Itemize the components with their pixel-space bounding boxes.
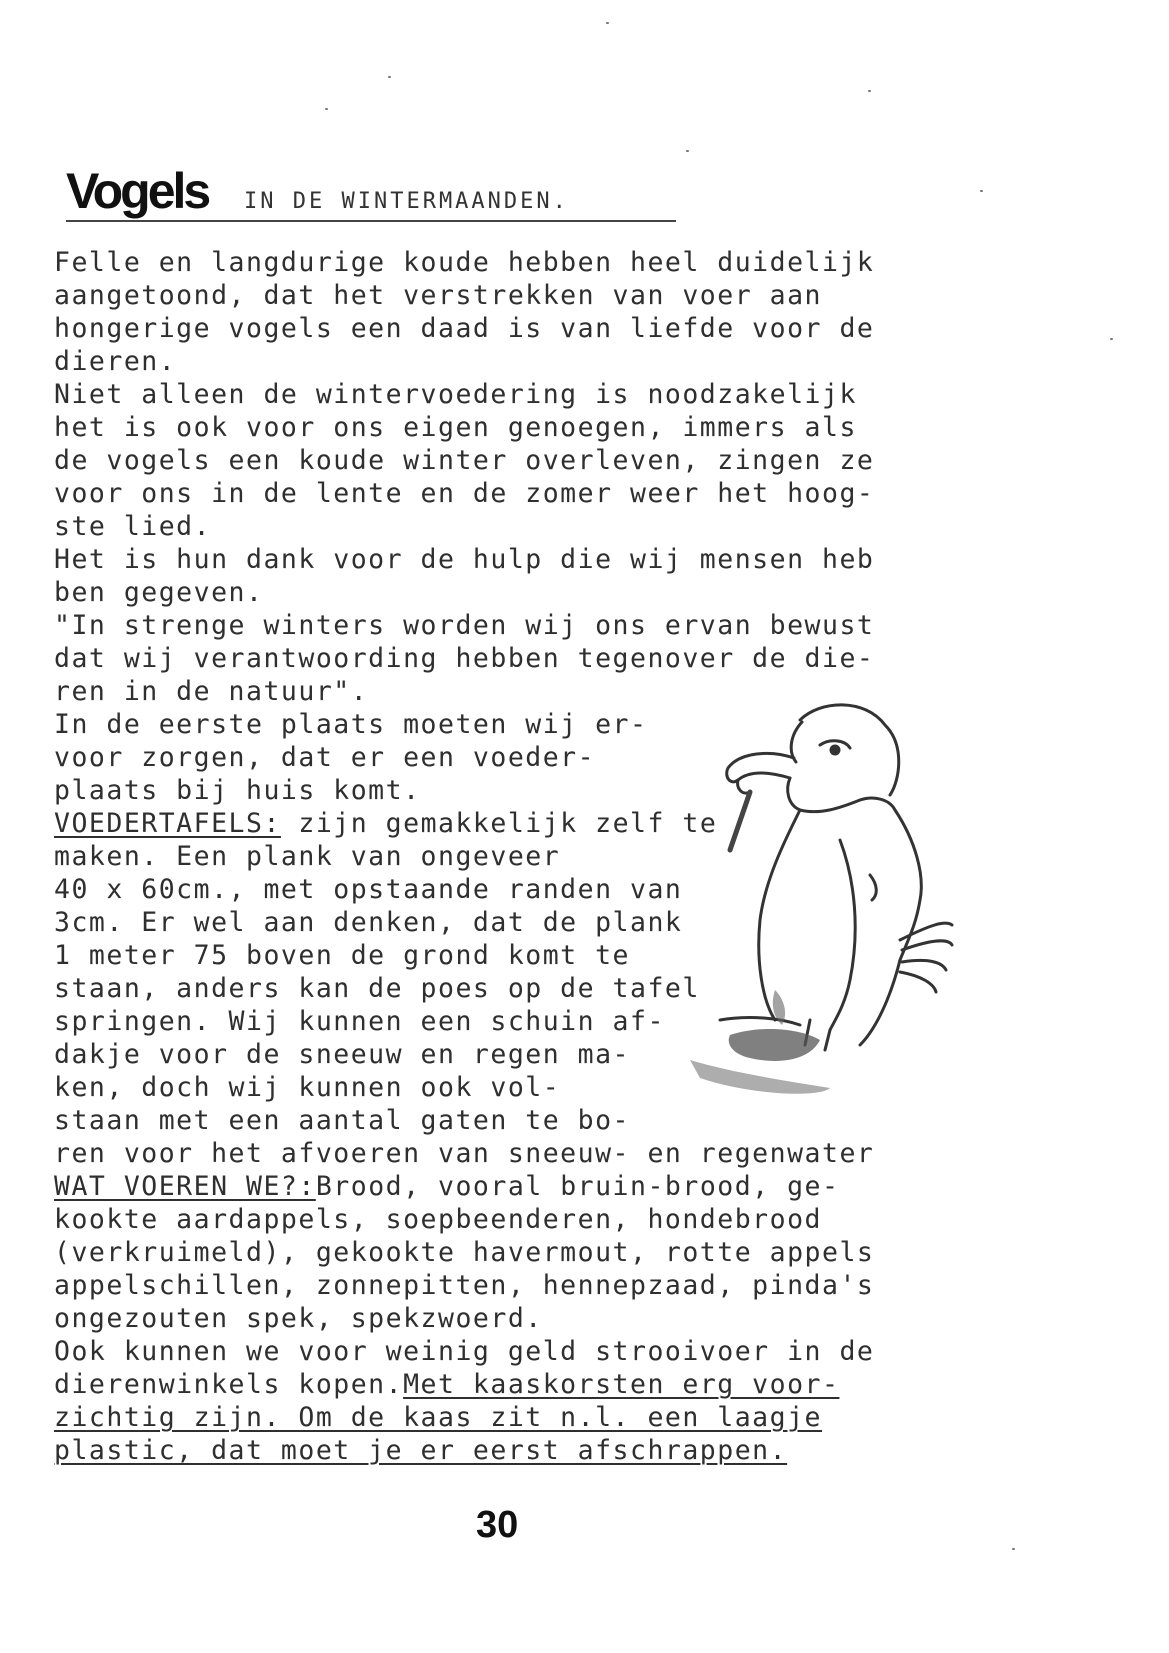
- text-line: [54, 1436, 787, 1466]
- text-line: "In strenge winters worden wij ons ervan bewust: [54, 610, 875, 641]
- text-line: ben gegeven.: [54, 577, 264, 608]
- vulture-cartoon-icon: [690, 700, 1010, 1140]
- text-line: ken, doch wij kunnen ook vol-: [54, 1072, 561, 1103]
- text-line: plaats bij huis komt.: [54, 775, 421, 806]
- title-underline: [66, 220, 676, 222]
- text-line: ste lied.: [54, 511, 212, 542]
- text-line: ren in de natuur".: [54, 676, 369, 707]
- text-line-kaaskorsten: [54, 1370, 839, 1400]
- text-line: maken. Een plank van ongeveer: [54, 841, 561, 872]
- article-title: [66, 163, 676, 224]
- text-line: Felle en langdurige koude hebben heel duidelijk: [54, 247, 875, 278]
- text-line: ongezouten spek, spekzwoerd.: [54, 1303, 543, 1334]
- scan-speck: [606, 22, 609, 24]
- text-line: het is ook voor ons eigen genoegen, immers als: [54, 412, 857, 443]
- text-line: hongerige vogels een daad is van liefde voor de: [54, 313, 875, 344]
- text-line: appelschillen, zonnepitten, hennepzaad, pinda's: [54, 1270, 875, 1301]
- text-line: 3cm. Er wel aan denken, dat de plank: [54, 907, 683, 938]
- text-line-wat-voeren: [54, 1172, 839, 1202]
- text-underlined: Met kaaskorsten erg voor-: [403, 1369, 840, 1400]
- scan-speck: [1110, 338, 1113, 340]
- text-line: 1 meter 75 boven de grond komt te: [54, 940, 630, 971]
- text-line: dakje voor de sneeuw en regen ma-: [54, 1039, 630, 1070]
- title-vogels: Vogels: [66, 163, 209, 219]
- text-line: Het is hun dank voor de hulp die wij mensen heb: [54, 544, 875, 575]
- text-line: dat wij verantwoording hebben tegenover de die-: [54, 643, 875, 674]
- text-underlined: plastic, dat moet je er eerst afschrappen.: [54, 1435, 788, 1466]
- scan-speck: [325, 108, 328, 110]
- scan-speck: [1012, 1548, 1015, 1550]
- scan-speck: [980, 190, 983, 192]
- text-underlined: zichtig zijn. Om de kaas zit n.l. een laagje: [54, 1402, 822, 1433]
- text-line: Ook kunnen we voor weinig geld strooivoer in de: [54, 1336, 875, 1367]
- title-subtitle: IN DE WINTERMAANDEN.: [244, 189, 569, 214]
- text-line: kookte aardappels, soepbeenderen, hondebrood: [54, 1204, 822, 1235]
- text-line: aangetoond, dat het verstrekken van voer aan: [54, 280, 822, 311]
- text-line: voor ons in de lente en de zomer weer het hoog-: [54, 478, 875, 509]
- page-number: 30: [476, 1504, 519, 1546]
- text-line: ren voor het afvoeren van sneeuw- en regenwater: [54, 1138, 875, 1169]
- text-line: staan, anders kan de poes op de tafel: [54, 973, 700, 1004]
- text-fragment: zijn gemakkelijk zelf te: [298, 808, 718, 839]
- scan-speck: [388, 76, 391, 78]
- text-line: voor zorgen, dat er een voeder-: [54, 742, 596, 773]
- text-line: (verkruimeld), gekookte havermout, rotte appels: [54, 1237, 875, 1268]
- text-line: dieren.: [54, 346, 177, 377]
- heading-wat-voeren: WAT VOEREN WE?:: [54, 1171, 316, 1202]
- text-fragment: Brood, vooral bruin-brood, ge-: [315, 1171, 840, 1202]
- text-line: springen. Wij kunnen een schuin af-: [54, 1006, 665, 1037]
- text-line: [54, 1403, 822, 1433]
- text-line: Niet alleen de wintervoedering is noodzakelijk: [54, 379, 857, 410]
- text-line: de vogels een koude winter overleven, zingen ze: [54, 445, 875, 476]
- text-fragment: dierenwinkels kopen.: [54, 1369, 404, 1400]
- text-line: 40 x 60cm., met opstaande randen van: [54, 874, 683, 905]
- scan-speck: [868, 90, 871, 92]
- text-line-voedertafels: [54, 809, 717, 839]
- heading-voedertafels: VOEDERTAFELS:: [54, 808, 281, 839]
- scan-speck: [686, 150, 689, 152]
- text-line: staan met een aantal gaten te bo-: [54, 1105, 630, 1136]
- text-line: In de eerste plaats moeten wij er-: [54, 709, 648, 740]
